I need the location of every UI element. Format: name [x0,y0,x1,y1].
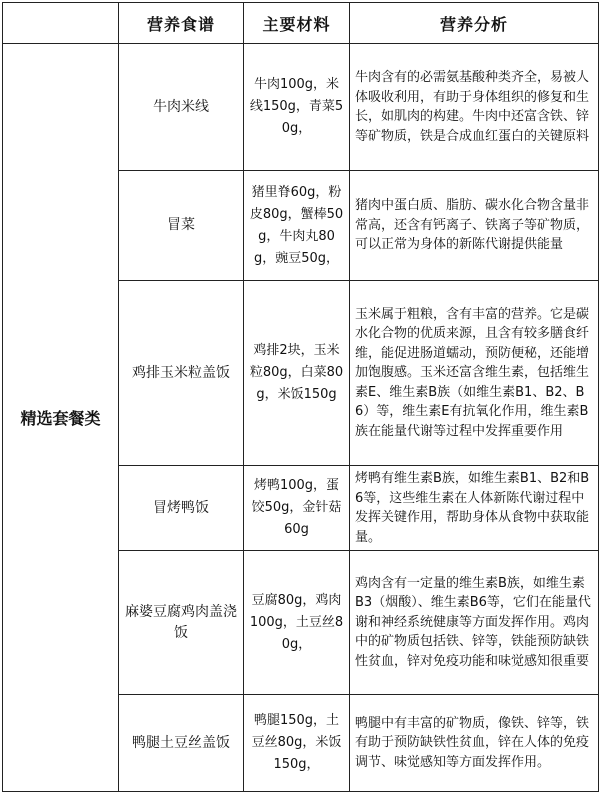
recipe-analysis: 玉米属于粗粮，含有丰富的营养。它是碳水化合物的优质来源，且含有较多膳食纤维，能促进肠道蠕动，预防便秘，还能增加饱腹感。玉米还富含维生素，包括维生素E、维生素B族（如维生素B1、B2、B6）等，维生素E有抗氧化作用，维生素B族在能量代谢等过程中发挥重要作用 [350,281,599,466]
table-row [3,44,599,171]
recipe-name: 麻婆豆腐鸡肉盖浇饭 [119,551,244,695]
header-category [3,3,119,44]
recipe-name: 牛肉米线 [119,44,244,171]
recipe-materials: 鸭腿150g，土豆丝80g，米饭150g， [244,695,350,792]
header-row [3,3,599,44]
category-cell: 精选套餐类 [3,44,119,792]
recipe-materials: 猪里脊60g，粉皮80g，蟹棒50g，牛肉丸80g，豌豆50g， [244,171,350,281]
recipe-analysis: 猪肉中蛋白质、脂肪、碳水化合物含量非常高，还含有钙离子、铁离子等矿物质，可以正常为身体的新陈代谢提供能量 [350,171,599,281]
header-recipe: 营养食谱 [119,3,244,44]
menu-table-wrapper [2,2,598,790]
recipe-analysis: 鸡肉含有一定量的维生素B族，如维生素B3（烟酸）、维生素B6等，它们在能量代谢和神经系统健康等方面发挥作用。鸡肉中的矿物质包括铁、锌等，铁能预防缺铁性贫血，锌对免疫功能和味觉感知很重要 [350,551,599,695]
header-analysis: 营养分析 [350,3,599,44]
recipe-name: 鸭腿土豆丝盖饭 [119,695,244,792]
recipe-materials: 豆腐80g，鸡肉100g，土豆丝80g， [244,551,350,695]
recipe-name: 鸡排玉米粒盖饭 [119,281,244,466]
recipe-materials: 牛肉100g，米线150g，青菜50g， [244,44,350,171]
recipe-materials: 烤鸭100g，蛋饺50g，金针菇60g [244,466,350,551]
recipe-analysis: 烤鸭有维生素B族，如维生素B1、B2和B6等，这些维生素在人体新陈代谢过程中发挥关键作用，帮助身体从食物中获取能量。 [350,466,599,551]
recipe-materials: 鸡排2块，玉米粒80g，白菜80g，米饭150g [244,281,350,466]
recipe-name: 冒烤鸭饭 [119,466,244,551]
recipe-name: 冒菜 [119,171,244,281]
nutrition-menu-table [2,2,599,792]
recipe-analysis: 鸭腿中有丰富的矿物质，像铁、锌等，铁有助于预防缺铁性贫血，锌在人体的免疫调节、味觉感知等方面发挥作用。 [350,695,599,792]
header-materials: 主要材料 [244,3,350,44]
recipe-analysis: 牛肉含有的必需氨基酸种类齐全，易被人体吸收利用，有助于身体组织的修复和生长，如肌肉的构建。牛肉中还富含铁、锌等矿物质，铁是合成血红蛋白的关键原料 [350,44,599,171]
